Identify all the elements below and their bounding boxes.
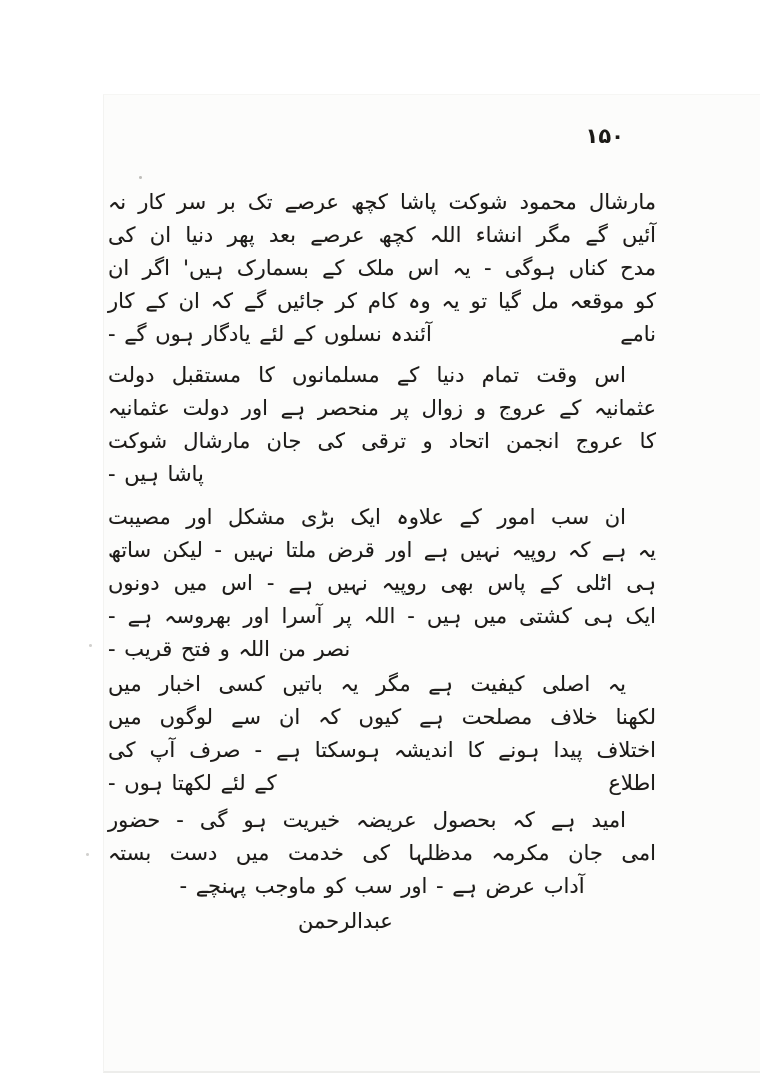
text-line: لکھنا خلاف مصلحت ہے کیوں کہ ان سے لوگوں میں [108, 705, 656, 729]
paragraph-2 [108, 359, 656, 491]
text-line: یہ ہے کہ روپیہ نہیں ہے اور قرض ملتا نہیں - لیکن ساتھ [108, 538, 656, 562]
text-line: نصر من اللہ و فتح قریب - [108, 637, 351, 661]
text-line: مارشال محمود شوکت پاشا کچھ عرصے تک بر سر کار نہ [108, 190, 656, 214]
text-line: آئندہ نسلوں کے لئے یادگار ہوں گے - [108, 322, 432, 346]
signature: عبدالرحمن [298, 909, 393, 933]
paragraph-5 [108, 804, 656, 903]
text-line: ہی اٹلی کے پاس بھی روپیہ نہیں ہے - اس میں دونوں [108, 571, 656, 595]
text-line: اختلاف پیدا ہونے کا اندیشہ ہوسکتا ہے - صرف آپ کی اطلاع [108, 738, 656, 795]
text-line: امی جان مکرمہ مدظلہا کی خدمت میں دست بستہ [108, 841, 656, 865]
text-line: مدح کناں ہوگی - یہ اس ملک کے بسمارک ہیں' اگر ان [108, 256, 656, 280]
paragraph-1 [108, 186, 656, 351]
text-line: عثمانیہ کے عروج و زوال پر منحصر ہے اور دولت عثمانیہ [108, 396, 656, 420]
text-line: پاشا ہیں - [108, 462, 204, 486]
scan-speck [89, 644, 92, 647]
text-line: کے لئے لکھتا ہوں - [108, 771, 277, 795]
paragraph-4 [108, 668, 656, 800]
text-line: امید ہے کہ بحصول عریضہ خیریت ہو گی - حضور [108, 808, 626, 832]
text-line: کا عروج انجمن اتحاد و ترقی کی جان مارشال شوکت [108, 429, 656, 453]
letter-body [108, 186, 656, 938]
text-line: یہ اصلی کیفیت ہے مگر یہ باتیں کسی اخبار میں [108, 672, 626, 696]
text-line: آئیں گے مگر انشاء اللہ کچھ عرصے بعد پھر دنیا ان کی [108, 223, 656, 247]
paragraph-3 [108, 501, 656, 666]
page-number: ۱۵۰ [585, 124, 624, 148]
scan-speck [86, 853, 89, 856]
text-line: اس وقت تمام دنیا کے مسلمانوں کا مستقبل دولت [108, 363, 626, 387]
text-line: ان سب امور کے علاوہ ایک بڑی مشکل اور مصیبت [108, 505, 626, 529]
text-line: آداب عرض ہے - اور سب کو ماوجب پہنچے - [179, 874, 585, 898]
scan-speck [139, 176, 142, 179]
text-line: ایک ہی کشتی میں ہیں - اللہ پر آسرا اور بھروسہ ہے - [108, 604, 656, 628]
text-line: کو موقعہ مل گیا تو یہ وہ کام کر جائیں گے کہ ان کے کار نامے [108, 289, 656, 346]
